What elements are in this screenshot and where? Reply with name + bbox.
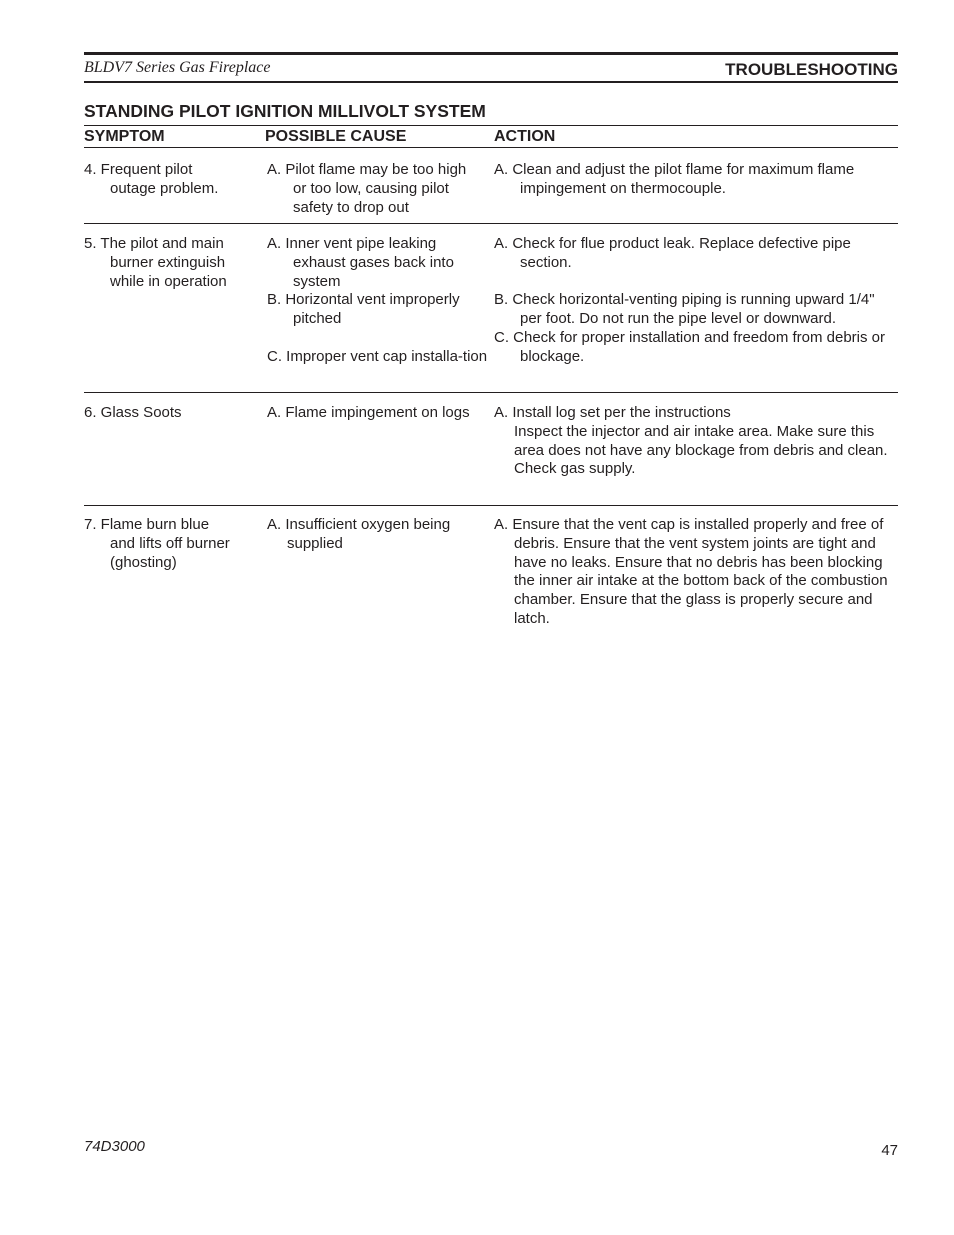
symptom-line: 4. Frequent pilot — [84, 161, 193, 178]
column-header-symptom: SYMPTOM — [84, 128, 165, 145]
table-row-action — [494, 404, 898, 479]
column-header-possible-cause: POSSIBLE CAUSE — [265, 128, 407, 145]
table-row-action — [494, 516, 898, 629]
cause-item: A. Inner vent pipe leaking exhaust gases back into system — [267, 235, 454, 290]
table-row-action — [494, 235, 898, 367]
action-item: C. Check for proper installation and freedom from debris or blockage. — [494, 328, 886, 365]
table-row-cause — [267, 404, 487, 423]
action-item: A. Ensure that the vent cap is installed properly and free of debris. Ensure that the vent system joints are tight and have no leaks. Ensure that no debris has been blocking the inner air intake at the bottom back of the combustion chamber. Ensure that the glass is properly secure and latch. — [494, 516, 888, 627]
header-bottom-rule — [84, 81, 898, 83]
action-item: A. Check for flue product leak. Replace defective pipe section. — [494, 235, 851, 271]
table-row-action — [494, 161, 898, 199]
cause-item: C. Improper vent cap installa-tion — [267, 347, 488, 365]
spacer — [267, 329, 483, 348]
action-item: B. Check horizontal-venting piping is running upward 1/4" per foot. Do not run the pipe level or downward. — [494, 291, 875, 328]
row-divider — [84, 392, 898, 393]
symptom-line: while in operation — [110, 272, 227, 290]
table-row-cause — [267, 161, 483, 217]
header-top-rule — [84, 52, 898, 55]
header-product-title: BLDV7 Series Gas Fireplace — [84, 59, 271, 76]
action-item: A. Install log set per the instructions — [494, 404, 731, 421]
cause-item: A. Flame impingement on logs — [267, 404, 470, 421]
table-row-symptom — [84, 404, 254, 423]
symptom-line: 7. Flame burn blue — [84, 516, 210, 533]
table-row-symptom — [84, 516, 254, 572]
symptom-line: (ghosting) — [110, 553, 177, 571]
column-header-rule — [84, 147, 898, 148]
row-divider — [84, 505, 898, 506]
symptom-line: 6. Glass Soots — [84, 404, 182, 421]
table-row-symptom — [84, 161, 254, 199]
table-row-cause — [267, 516, 477, 554]
symptom-line: burner extinguish — [110, 253, 226, 271]
table-row-symptom — [84, 235, 254, 291]
symptom-line: 5. The pilot and main — [84, 235, 224, 252]
footer-document-number: 74D3000 — [84, 1138, 145, 1155]
cause-item: A. Insufficient oxygen being supplied — [267, 516, 451, 552]
row-divider — [84, 223, 898, 224]
symptom-line: outage problem. — [110, 179, 219, 197]
action-item: A. Clean and adjust the pilot flame for maximum flame impingement on thermocouple. — [494, 161, 855, 197]
footer-page-number: 47 — [881, 1142, 898, 1159]
symptom-line: and lifts off burner — [110, 534, 230, 552]
action-item: Inspect the injector and air intake area. Make sure this area does not have any blockage from debris and clean. — [514, 422, 888, 459]
table-row-cause — [267, 235, 488, 367]
header-section-name: TROUBLESHOOTING — [725, 60, 898, 79]
column-header-action: ACTION — [494, 128, 556, 145]
cause-item: B. Horizontal vent improperly pitched — [267, 291, 460, 328]
table-top-rule — [84, 125, 898, 126]
spacer — [494, 273, 898, 292]
action-item: Check gas supply. — [514, 460, 636, 478]
section-title: STANDING PILOT IGNITION MILLIVOLT SYSTEM — [84, 101, 486, 121]
cause-item: A. Pilot flame may be too high or too low, causing pilot safety to drop out — [267, 161, 467, 216]
